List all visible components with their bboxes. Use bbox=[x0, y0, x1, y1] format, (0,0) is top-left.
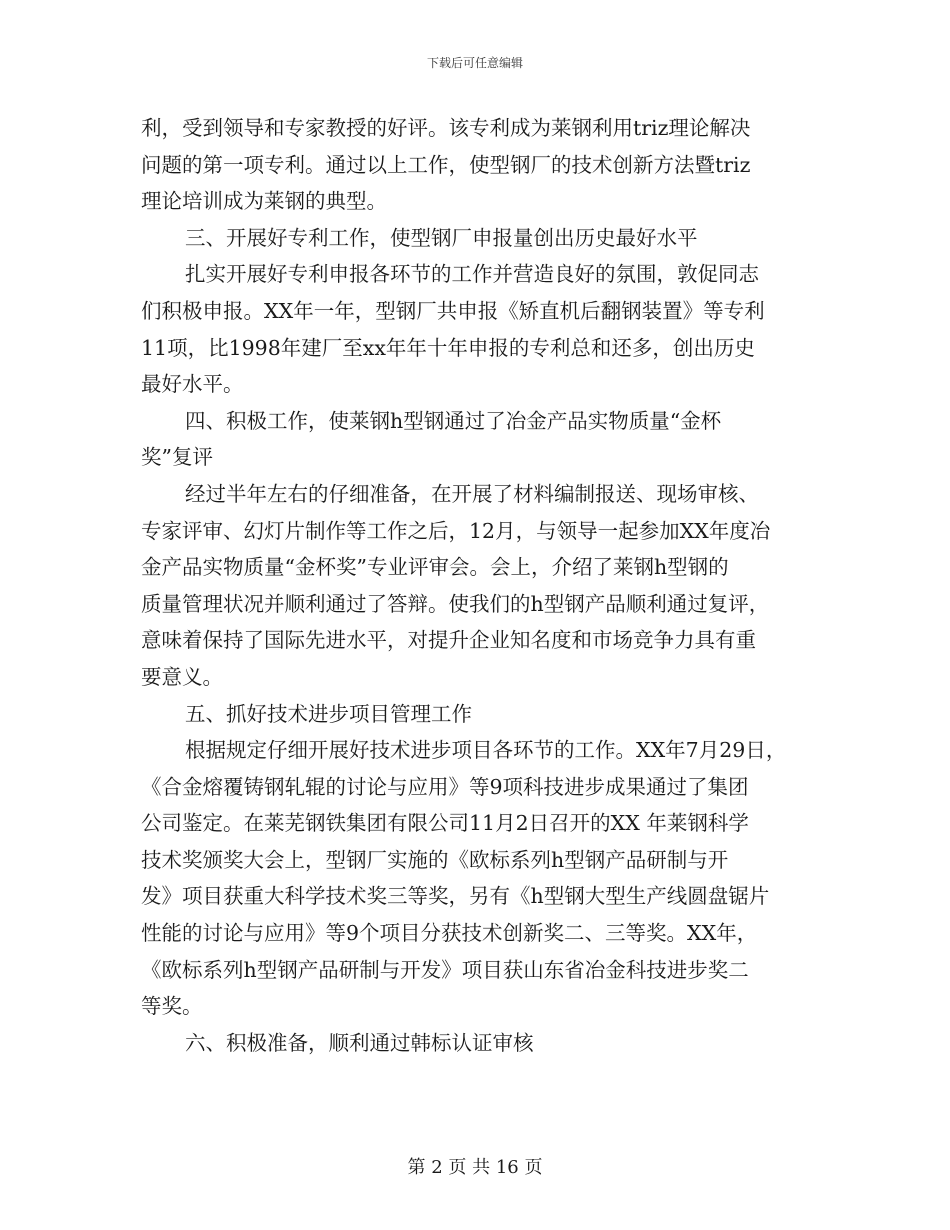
text-line: 要意义。 bbox=[141, 664, 223, 689]
page-footer-number: 第 2 页 共 16 页 bbox=[407, 1157, 543, 1178]
text-line: 利，受到领导和专家教授的好评。该专利成为莱钢利用triz理论解决 bbox=[141, 116, 751, 140]
text-line: 问题的第一项专利。通过以上工作，使型钢厂的技术创新方法暨triz bbox=[141, 152, 751, 177]
text-line: 理论培训成为莱钢的典型。 bbox=[141, 189, 387, 214]
section-heading: 四、积极工作，使莱钢h型钢通过了冶金产品实物质量“金杯 bbox=[185, 408, 722, 433]
section-heading: 五、抓好技术进步项目管理工作 bbox=[185, 701, 472, 726]
text-line: 发》项目获重大科学技术奖三等奖，另有《h型钢大型生产线圆盘锯片 bbox=[141, 884, 770, 909]
section-heading: 三、开展好专利工作，使型钢厂申报量创出历史最好水平 bbox=[185, 225, 698, 250]
text-line: 《合金熔覆铸钢轧辊的讨论与应用》等9项科技进步成果通过了集团 bbox=[141, 774, 749, 799]
text-line: 公司鉴定。在莱芜钢铁集团有限公司11月2日召开的XX 年莱钢科学 bbox=[141, 811, 749, 836]
text-line: 们积极申报。XX年一年，型钢厂共申报《矫直机后翻钢装置》等专利 bbox=[141, 298, 765, 323]
text-line: 11项，比1998年建厂至xx年年十年申报的专利总和还多，创出历史 bbox=[141, 335, 755, 360]
page-header-note: 下载后可任意编辑 bbox=[426, 56, 523, 70]
text-line: 技术奖颁奖大会上，型钢厂实施的《欧标系列h型钢产品研制与开 bbox=[141, 847, 729, 872]
text-line: 根据规定仔细开展好技术进步项目各环节的工作。XX年7月29日， bbox=[185, 738, 787, 763]
text-line: 最好水平。 bbox=[141, 372, 244, 397]
text-line: 等奖。 bbox=[141, 994, 203, 1019]
text-line: 性能的讨论与应用》等9个项目分获技术创新奖二、三等奖。XX年， bbox=[141, 921, 758, 946]
text-line: 扎实开展好专利申报各环节的工作并营造良好的氛围，敦促同志 bbox=[185, 262, 759, 287]
document-body bbox=[141, 110, 813, 1061]
text-line: 经过半年左右的仔细准备，在开展了材料编制报送、现场审核、 bbox=[185, 481, 759, 506]
section-heading: 六、积极准备，顺利通过韩标认证审核 bbox=[185, 1030, 534, 1055]
text-line: 《欧标系列h型钢产品研制与开发》项目获山东省冶金科技进步奖二 bbox=[141, 957, 749, 982]
section-heading-cont: 奖”复评 bbox=[141, 445, 213, 470]
text-line: 金产品实物质量“金杯奖”专业评审会。会上，介绍了莱钢h型钢的 bbox=[141, 555, 729, 580]
text-line: 质量管理状况并顺利通过了答辩。使我们的h型钢产品顺利通过复评， bbox=[141, 591, 770, 616]
text-line: 专家评审、幻灯片制作等工作之后，12月，与领导一起参加XX年度冶 bbox=[141, 518, 771, 543]
text-line: 意味着保持了国际先进水平，对提升企业知名度和市场竞争力具有重 bbox=[141, 628, 756, 653]
